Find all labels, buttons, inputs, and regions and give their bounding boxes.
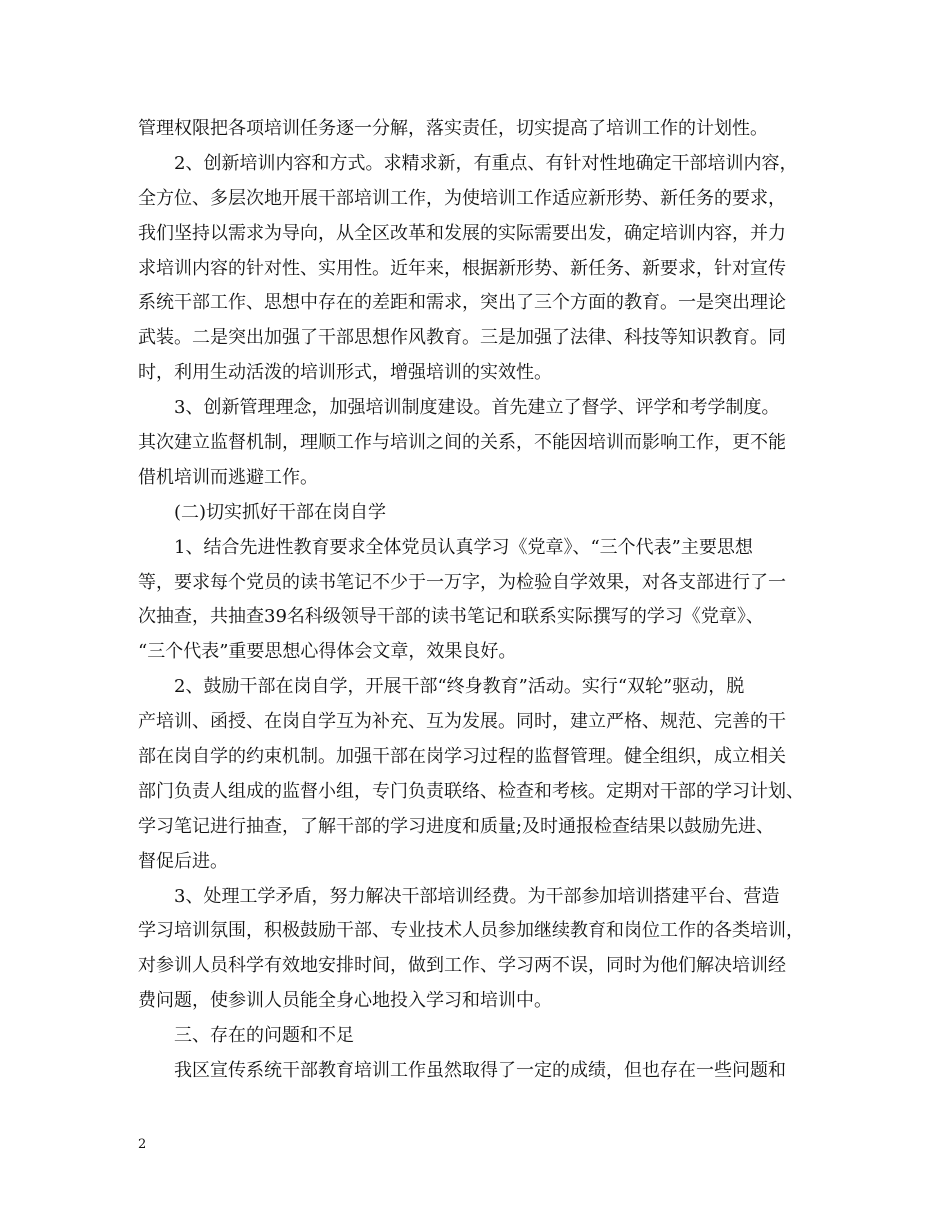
text-line: 其次建立监督机制，理顺工作与培训之间的关系，不能因培训而影响工作，更不能: [138, 432, 786, 454]
text-line: 督促后进。: [138, 850, 228, 872]
document-body: [138, 112, 820, 1089]
text-line: 管理权限把各项培训任务逐一分解，落实责任，切实提高了培训工作的计划性。: [138, 118, 768, 139]
text-line: 部门负责人组成的监督小组，专门负责联络、检查和考核。定期对干部的学习计划、: [138, 780, 804, 802]
text-line: 2、创新培训内容和方式。求精求新，有重点、有针对性地确定干部培训内容，: [174, 152, 798, 174]
text-line: “三个代表”重要思想心得体会文章，效果良好。: [138, 641, 517, 663]
text-line: 求培训内容的针对性、实用性。近年来，根据新形势、新任务、新要求，针对宣传: [138, 257, 786, 279]
text-line: 我区宣传系统干部教育培训工作虽然取得了一定的成绩，但也存在一些问题和: [174, 1060, 786, 1082]
text-line: (二)切实抓好干部在岗自学: [174, 501, 387, 523]
text-line: 费问题，使参训人员能全身心地投入学习和培训中。: [138, 990, 552, 1012]
text-line: 等，要求每个党员的读书笔记不少于一万字，为检验自学效果，对各支部进行了一: [138, 571, 786, 593]
text-line: 学习笔记进行抽查，了解干部的学习进度和质量;及时通报检查结果以鼓励先进、: [138, 815, 775, 837]
text-line: 时，利用生动活泼的培训形式，增强培训的实效性。: [138, 362, 552, 384]
text-line: 次抽查，共抽查39名科级领导干部的读书笔记和联系实际撰写的学习《党章》、: [138, 606, 764, 628]
text-line: 2、鼓励干部在岗自学，开展干部“终身教育”活动。实行“双轮”驱动，脱: [174, 676, 745, 698]
page-number: 2: [138, 1137, 147, 1152]
text-line: 对参训人员科学有效地安排时间，做到工作、学习两不误，同时为他们解决培训经: [138, 955, 786, 977]
text-line: 我们坚持以需求为导向，从全区改革和发展的实际需要出发，确定培训内容，并力: [138, 222, 786, 244]
text-line: 武装。二是突出加强了干部思想作风教育。三是加强了法律、科技等知识教育。同: [138, 327, 786, 349]
text-line: 全方位、多层次地开展干部培训工作，为使培训工作适应新形势、新任务的要求，: [138, 187, 786, 209]
text-line: 学习培训氛围，积极鼓励干部、专业技术人员参加继续教育和岗位工作的各类培训，: [138, 920, 804, 942]
text-line: 产培训、函授、在岗自学互为补充、互为发展。同时，建立严格、规范、完善的干: [138, 711, 786, 733]
text-line: 1、结合先进性教育要求全体党员认真学习《党章》、“三个代表”主要思想: [174, 536, 753, 558]
text-line: 3、创新管理理念，加强培训制度建设。首先建立了督学、评学和考学制度。: [174, 397, 780, 419]
text-line: 3、处理工学矛盾，努力解决干部培训经费。为干部参加培训搭建平台、营造: [174, 885, 780, 907]
text-line: 三、存在的问题和不足: [174, 1025, 354, 1047]
text-line: 系统干部工作、思想中存在的差距和需求，突出了三个方面的教育。一是突出理论: [138, 292, 786, 314]
text-line: 借机培训而逃避工作。: [138, 466, 318, 488]
text-line: 部在岗自学的约束机制。加强干部在岗学习过程的监督管理。健全组织，成立相关: [138, 746, 786, 768]
